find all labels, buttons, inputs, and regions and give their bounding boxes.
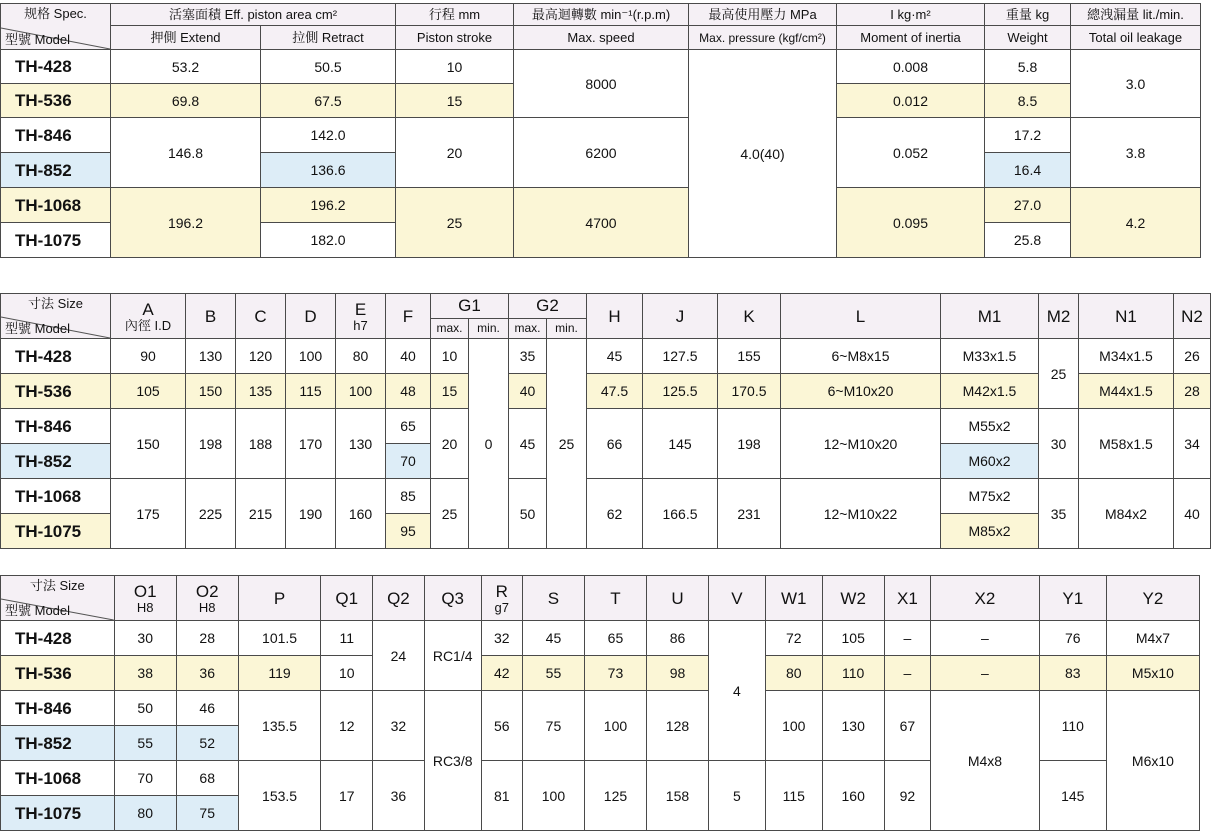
corner-model-label: 型號 Model: [5, 321, 71, 336]
cell-S: 100: [522, 761, 584, 831]
speed-cell: 4700: [514, 188, 689, 258]
g1-min-header: min.: [469, 318, 509, 338]
cell-X1: –: [884, 621, 931, 656]
leak-cell: 4.2: [1071, 188, 1201, 258]
cell-H: 62: [587, 479, 643, 549]
cell-G1max: 25: [431, 479, 469, 549]
retract-cell: 67.5: [261, 84, 396, 118]
cell-A: 150: [111, 409, 186, 479]
weight-cell: 25.8: [985, 223, 1071, 258]
cell-C: 215: [236, 479, 286, 549]
inertia-cell: 0.012: [837, 84, 985, 118]
cell-E: 130: [336, 409, 386, 479]
inertia-cell: 0.008: [837, 50, 985, 84]
cell-X2: –: [931, 656, 1040, 691]
col-header-N2: N2: [1174, 294, 1211, 339]
cell-O1: 50: [114, 691, 176, 726]
cell-U: 128: [646, 691, 708, 761]
col-header-O2: O2 H8: [176, 576, 238, 621]
cell-Y2: M6x10: [1106, 691, 1199, 831]
extend-cell: 53.2: [111, 50, 261, 84]
cell-Y1: 145: [1039, 761, 1106, 831]
cell-W1: 100: [765, 691, 822, 761]
stroke-header-cn: 行程 mm: [396, 4, 514, 26]
extend-cell: 196.2: [111, 188, 261, 258]
model-cell: TH-536: [1, 84, 111, 118]
cell-X2: –: [931, 621, 1040, 656]
model-cell: TH-1075: [1, 796, 115, 831]
cell-N2: 26: [1174, 339, 1211, 374]
cell-P: 135.5: [238, 691, 321, 761]
col-header-L: L: [781, 294, 941, 339]
cell-M2: 25: [1039, 339, 1079, 409]
retract-header: 拉側 Retract: [261, 26, 396, 50]
table-row: [1, 621, 1200, 656]
cell-V: 4: [708, 621, 765, 761]
cell-Y1: 110: [1039, 691, 1106, 761]
weight-cell: 5.8: [985, 50, 1071, 84]
g2-max-header: max.: [509, 318, 547, 338]
stroke-cell: 25: [396, 188, 514, 258]
dimension-table-2: [0, 575, 1200, 831]
cell-U: 158: [646, 761, 708, 831]
cell-W2: 130: [822, 691, 884, 761]
cell-K: 198: [718, 409, 781, 479]
cell-G2max: 50: [509, 479, 547, 549]
table-row: [1, 118, 1201, 153]
extend-cell: 69.8: [111, 84, 261, 118]
col-header-V: V: [708, 576, 765, 621]
cell-W1: 115: [765, 761, 822, 831]
leak-header-en: Total oil leakage: [1071, 26, 1201, 50]
cell-O2: 36: [176, 656, 238, 691]
table-row: [1, 479, 1211, 514]
col-header-O1: O1 H8: [114, 576, 176, 621]
cell-M1: M42x1.5: [941, 374, 1039, 409]
cell-Q2: 24: [373, 621, 425, 691]
cell-J: 166.5: [643, 479, 718, 549]
cell-M1: M85x2: [941, 514, 1039, 549]
col-header-M1: M1: [941, 294, 1039, 339]
cell-X2: M4x8: [931, 691, 1040, 831]
retract-cell: 182.0: [261, 223, 396, 258]
cell-K: 170.5: [718, 374, 781, 409]
cell-L: 6~M10x20: [781, 374, 941, 409]
col-header-N1: N1: [1079, 294, 1174, 339]
cell-Q3: RC3/8: [424, 691, 481, 831]
model-cell: TH-1068: [1, 761, 115, 796]
model-cell: TH-846: [1, 409, 111, 444]
cell-U: 98: [646, 656, 708, 691]
weight-header-cn: 重量 kg: [985, 4, 1071, 26]
cell-A: 105: [111, 374, 186, 409]
col-header-Y2: Y2: [1106, 576, 1199, 621]
col-header-M2: M2: [1039, 294, 1079, 339]
cell-L: 6~M8x15: [781, 339, 941, 374]
cell-N1: M34x1.5: [1079, 339, 1174, 374]
inertia-cell: 0.052: [837, 118, 985, 188]
cell-M1: M75x2: [941, 479, 1039, 514]
cell-N1: M84x2: [1079, 479, 1174, 549]
cell-N1: M44x1.5: [1079, 374, 1174, 409]
cell-R: 42: [481, 656, 522, 691]
g2-min-header: min.: [547, 318, 587, 338]
corner-model-label: 型號 Model: [5, 603, 71, 618]
cell-G2min: 25: [547, 339, 587, 549]
speed-cell: 6200: [514, 118, 689, 188]
cell-N2: 40: [1174, 479, 1211, 549]
cell-W2: 110: [822, 656, 884, 691]
col-header-P: P: [238, 576, 321, 621]
g1-max-header: max.: [431, 318, 469, 338]
cell-Q2: 32: [373, 691, 425, 761]
cell-J: 125.5: [643, 374, 718, 409]
cell-P: 101.5: [238, 621, 321, 656]
col-header-Q3: Q3: [424, 576, 481, 621]
col-header-Q1: Q1: [321, 576, 373, 621]
cell-G2max: 40: [509, 374, 547, 409]
model-cell: TH-846: [1, 118, 111, 153]
cell-M2: 35: [1039, 479, 1079, 549]
table-row: [1, 656, 1200, 691]
cell-F: 95: [386, 514, 431, 549]
cell-D: 100: [286, 339, 336, 374]
retract-cell: 142.0: [261, 118, 396, 153]
cell-O1: 30: [114, 621, 176, 656]
table-row: [1, 691, 1200, 726]
col-header-G1: G1: [431, 294, 509, 319]
cell-M1: M60x2: [941, 444, 1039, 479]
cell-Q3: RC1/4: [424, 621, 481, 691]
cell-N2: 34: [1174, 409, 1211, 479]
corner-model-label: 型號 Model: [5, 32, 71, 47]
col-header-R: R g7: [481, 576, 522, 621]
cell-V: 5: [708, 761, 765, 831]
cell-E: 100: [336, 374, 386, 409]
cell-C: 188: [236, 409, 286, 479]
weight-cell: 8.5: [985, 84, 1071, 118]
cell-Y2: M4x7: [1106, 621, 1199, 656]
cell-N1: M58x1.5: [1079, 409, 1174, 479]
cell-S: 55: [522, 656, 584, 691]
cell-F: 70: [386, 444, 431, 479]
col-header-U: U: [646, 576, 708, 621]
piston-area-header: 活塞面積 Eff. piston area cm²: [111, 4, 396, 26]
corner-size-label: 寸法 Size: [29, 578, 85, 593]
cell-N2: 28: [1174, 374, 1211, 409]
cell-C: 120: [236, 339, 286, 374]
cell-L: 12~M10x22: [781, 479, 941, 549]
cell-A: 90: [111, 339, 186, 374]
cell-Y1: 76: [1039, 621, 1106, 656]
weight-cell: 16.4: [985, 153, 1071, 188]
cell-Q1: 10: [321, 656, 373, 691]
stroke-cell: 15: [396, 84, 514, 118]
cell-O2: 68: [176, 761, 238, 796]
table-row: [1, 188, 1201, 223]
col-header-W2: W2: [822, 576, 884, 621]
cell-O1: 38: [114, 656, 176, 691]
model-cell: TH-428: [1, 621, 115, 656]
cell-W1: 72: [765, 621, 822, 656]
stroke-cell: 10: [396, 50, 514, 84]
table-row: [1, 50, 1201, 84]
col-header-K: K: [718, 294, 781, 339]
cell-S: 45: [522, 621, 584, 656]
cell-Q1: 17: [321, 761, 373, 831]
cell-K: 155: [718, 339, 781, 374]
cell-M1: M55x2: [941, 409, 1039, 444]
cell-O1: 70: [114, 761, 176, 796]
col-header-C: C: [236, 294, 286, 339]
cell-T: 73: [584, 656, 646, 691]
cell-F: 85: [386, 479, 431, 514]
cell-H: 47.5: [587, 374, 643, 409]
pressure-header-en: Max. pressure (kgf/cm²): [689, 26, 837, 50]
cell-O2: 28: [176, 621, 238, 656]
cell-M1: M33x1.5: [941, 339, 1039, 374]
col-header-D: D: [286, 294, 336, 339]
model-cell: TH-428: [1, 50, 111, 84]
cell-W2: 105: [822, 621, 884, 656]
cell-W2: 160: [822, 761, 884, 831]
col-header-A: A 內徑 I.D: [111, 294, 186, 339]
extend-cell: 146.8: [111, 118, 261, 188]
corner-header: [1, 4, 111, 50]
model-cell: TH-428: [1, 339, 111, 374]
model-cell: TH-1075: [1, 514, 111, 549]
col-header-Y1: Y1: [1039, 576, 1106, 621]
cell-P: 119: [238, 656, 321, 691]
col-header-F: F: [386, 294, 431, 339]
weight-header-en: Weight: [985, 26, 1071, 50]
cell-Q2: 36: [373, 761, 425, 831]
retract-cell: 136.6: [261, 153, 396, 188]
model-cell: TH-1068: [1, 188, 111, 223]
corner-size-label: 寸法 Size: [28, 296, 83, 311]
corner-spec-label: 规格 Spec.: [24, 6, 87, 21]
cell-M2: 30: [1039, 409, 1079, 479]
cell-E: 80: [336, 339, 386, 374]
cell-Y1: 83: [1039, 656, 1106, 691]
cell-G1min: 0: [469, 339, 509, 549]
cell-B: 225: [186, 479, 236, 549]
cell-O1: 55: [114, 726, 176, 761]
model-cell: TH-1068: [1, 479, 111, 514]
cell-X1: 92: [884, 761, 931, 831]
cell-O2: 75: [176, 796, 238, 831]
model-cell: TH-536: [1, 656, 115, 691]
dimension-table-1: [0, 293, 1211, 549]
model-cell: TH-1075: [1, 223, 111, 258]
cell-Y2: M5x10: [1106, 656, 1199, 691]
cell-X1: –: [884, 656, 931, 691]
col-header-Q2: Q2: [373, 576, 425, 621]
pressure-header-cn: 最高使用壓力 MPa: [689, 4, 837, 26]
spec-table: [0, 3, 1201, 258]
inertia-cell: 0.095: [837, 188, 985, 258]
cell-O2: 46: [176, 691, 238, 726]
cell-X1: 67: [884, 691, 931, 761]
model-cell: TH-536: [1, 374, 111, 409]
cell-J: 127.5: [643, 339, 718, 374]
inertia-header-cn: I kg·m²: [837, 4, 985, 26]
cell-D: 115: [286, 374, 336, 409]
cell-T: 125: [584, 761, 646, 831]
speed-header-cn: 最高迴轉數 min⁻¹(r.p.m): [514, 4, 689, 26]
col-header-B: B: [186, 294, 236, 339]
leak-cell: 3.8: [1071, 118, 1201, 188]
table-row: [1, 339, 1211, 374]
cell-U: 86: [646, 621, 708, 656]
weight-cell: 17.2: [985, 118, 1071, 153]
model-cell: TH-852: [1, 444, 111, 479]
pressure-cell: 4.0(40): [689, 50, 837, 258]
cell-B: 198: [186, 409, 236, 479]
leak-header-cn: 總洩漏量 lit./min.: [1071, 4, 1201, 26]
cell-B: 130: [186, 339, 236, 374]
table-row: [1, 409, 1211, 444]
cell-H: 45: [587, 339, 643, 374]
col-header-W1: W1: [765, 576, 822, 621]
model-cell: TH-852: [1, 153, 111, 188]
cell-R: 81: [481, 761, 522, 831]
leak-cell: 3.0: [1071, 50, 1201, 118]
model-cell: TH-852: [1, 726, 115, 761]
col-header-X2: X2: [931, 576, 1040, 621]
cell-L: 12~M10x20: [781, 409, 941, 479]
cell-W1: 80: [765, 656, 822, 691]
cell-F: 48: [386, 374, 431, 409]
corner-header: [1, 294, 111, 339]
cell-A: 175: [111, 479, 186, 549]
cell-G2max: 45: [509, 409, 547, 479]
model-cell: TH-846: [1, 691, 115, 726]
inertia-header-en: Moment of inertia: [837, 26, 985, 50]
cell-Q1: 11: [321, 621, 373, 656]
cell-G1max: 10: [431, 339, 469, 374]
col-header-X1: X1: [884, 576, 931, 621]
weight-cell: 27.0: [985, 188, 1071, 223]
cell-F: 65: [386, 409, 431, 444]
speed-cell: 8000: [514, 50, 689, 118]
stroke-header-en: Piston stroke: [396, 26, 514, 50]
cell-H: 66: [587, 409, 643, 479]
col-header-S: S: [522, 576, 584, 621]
retract-cell: 50.5: [261, 50, 396, 84]
cell-R: 32: [481, 621, 522, 656]
col-header-T: T: [584, 576, 646, 621]
cell-G1max: 20: [431, 409, 469, 479]
cell-J: 145: [643, 409, 718, 479]
col-header-J: J: [643, 294, 718, 339]
cell-E: 160: [336, 479, 386, 549]
cell-K: 231: [718, 479, 781, 549]
speed-header-en: Max. speed: [514, 26, 689, 50]
cell-S: 75: [522, 691, 584, 761]
cell-O2: 52: [176, 726, 238, 761]
col-header-E: E h7: [336, 294, 386, 339]
cell-C: 135: [236, 374, 286, 409]
cell-G2max: 35: [509, 339, 547, 374]
table-row: [1, 374, 1211, 409]
cell-R: 56: [481, 691, 522, 761]
cell-Q1: 12: [321, 691, 373, 761]
cell-B: 150: [186, 374, 236, 409]
corner-header: [1, 576, 115, 621]
col-header-H: H: [587, 294, 643, 339]
cell-D: 170: [286, 409, 336, 479]
stroke-cell: 20: [396, 118, 514, 188]
cell-G1max: 15: [431, 374, 469, 409]
cell-D: 190: [286, 479, 336, 549]
cell-P: 153.5: [238, 761, 321, 831]
cell-T: 100: [584, 691, 646, 761]
cell-F: 40: [386, 339, 431, 374]
retract-cell: 196.2: [261, 188, 396, 223]
col-header-G2: G2: [509, 294, 587, 319]
cell-T: 65: [584, 621, 646, 656]
cell-O1: 80: [114, 796, 176, 831]
extend-header: 押側 Extend: [111, 26, 261, 50]
